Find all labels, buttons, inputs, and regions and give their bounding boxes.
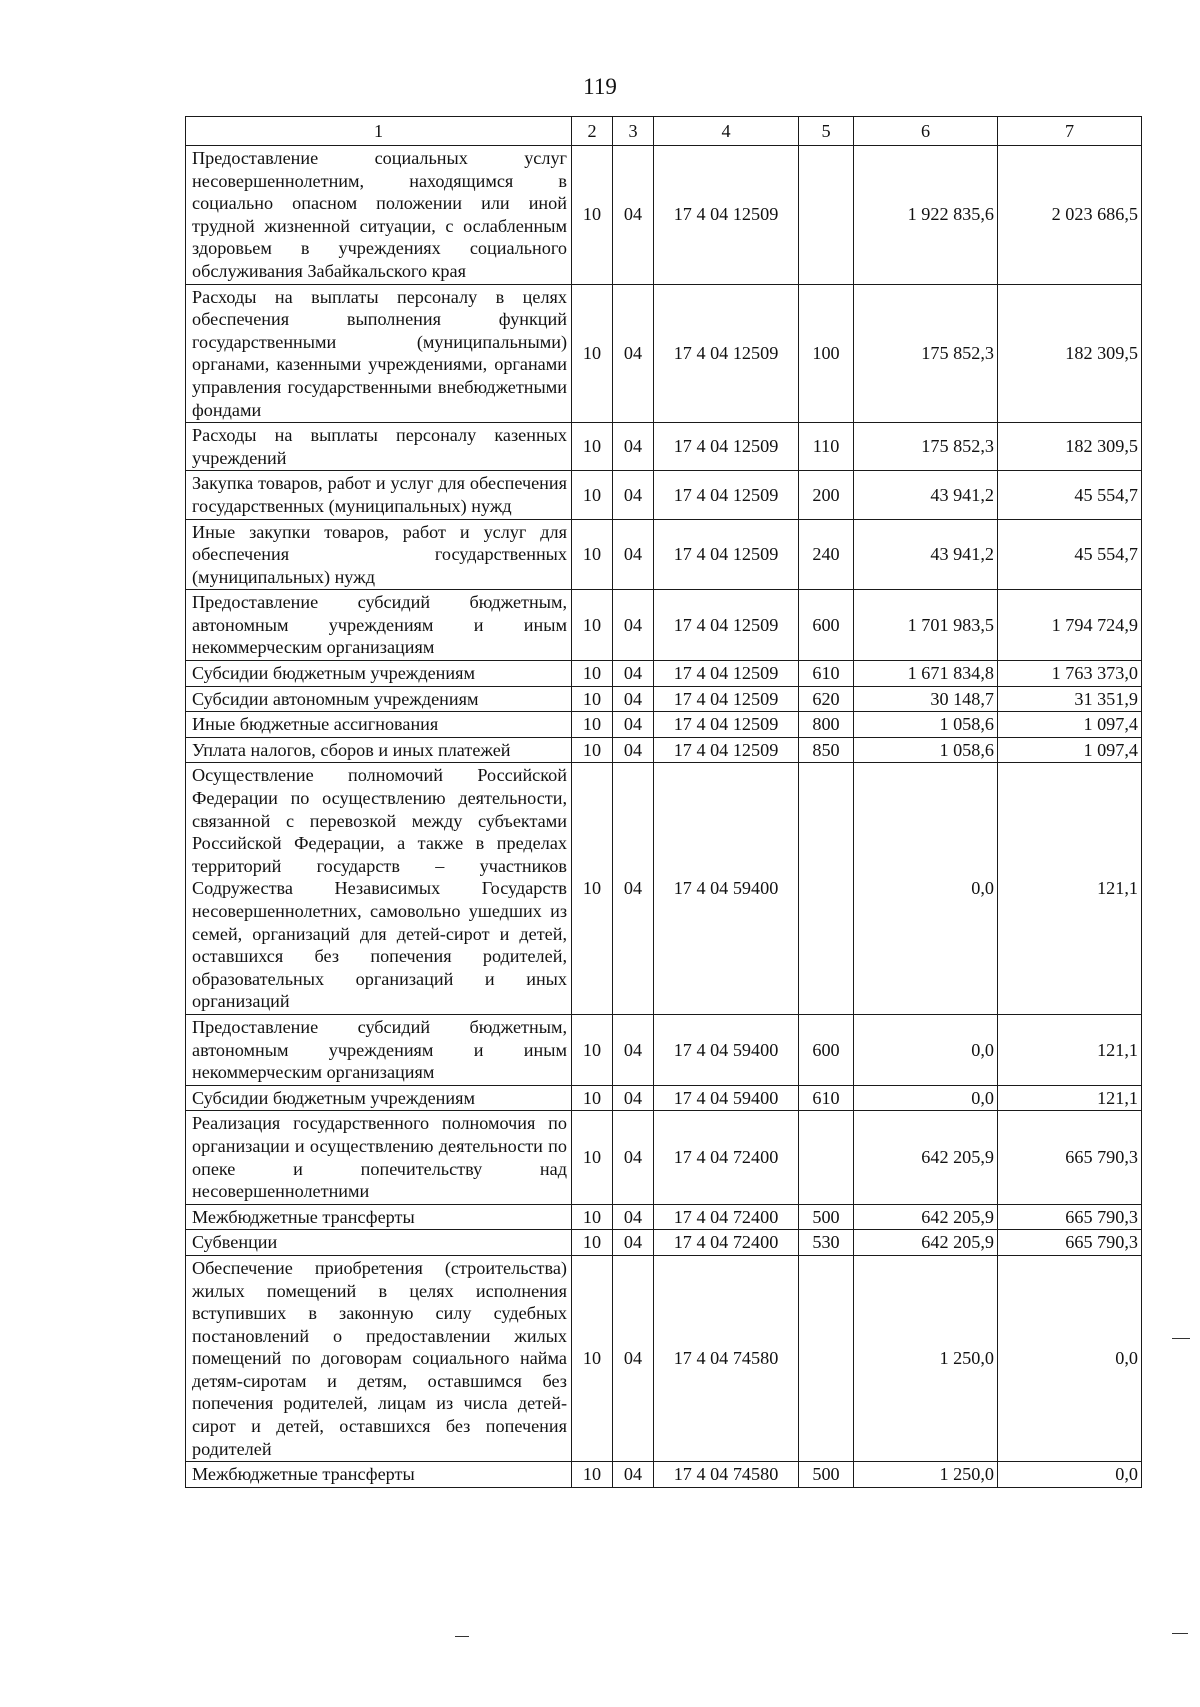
scan-mark — [1172, 1338, 1190, 1339]
cell-amount-2: 665 790,3 — [998, 1111, 1142, 1204]
cell-subsection: 04 — [613, 1085, 654, 1111]
row-name: Субсидии бюджетным учреждениям — [186, 1085, 572, 1111]
cell-subsection: 04 — [613, 712, 654, 738]
cell-expense-type: 610 — [799, 661, 854, 687]
table-row — [186, 661, 1142, 687]
cell-amount-1: 0,0 — [854, 1085, 998, 1111]
cell-amount-2: 1 097,4 — [998, 737, 1142, 763]
table-row — [186, 423, 1142, 471]
cell-amount-1: 1 701 983,5 — [854, 590, 998, 661]
table-row — [186, 1230, 1142, 1256]
cell-amount-1: 1 250,0 — [854, 1255, 998, 1461]
cell-amount-1: 30 148,7 — [854, 686, 998, 712]
row-name: Межбюджетные трансферты — [186, 1462, 572, 1488]
cell-expense-type: 200 — [799, 471, 854, 519]
cell-amount-1: 642 205,9 — [854, 1111, 998, 1204]
table-row — [186, 1204, 1142, 1230]
row-name: Иные бюджетные ассигнования — [186, 712, 572, 738]
row-name: Уплата налогов, сборов и иных платежей — [186, 737, 572, 763]
cell-section: 10 — [572, 686, 613, 712]
cell-section: 10 — [572, 712, 613, 738]
row-name: Осуществление полномочий Российской Федерации по осуществлению деятельности, связанной с перевозкой между субъектами Российской Федерации, а также в пределах территорий государств – участников Содружества Независимых Государств несовершеннолетних, самовольно ушедших из семей, организаций для детей-сирот и детей, оставшихся без попечения родителей, образовательных организаций и иных организаций — [186, 763, 572, 1015]
row-name: Иные закупки товаров, работ и услуг для обеспечения государственных (муниципальных) нужд — [186, 519, 572, 590]
row-name: Обеспечение приобретения (строительства) жилых помещений в целях исполнения вступивших в законную силу судебных постановлений о предоставлении жилых помещений по договорам социального найма детям-сиротам и детям, оставшимся без попечения родителей, лицам из числа детей-сирот и детей, оставшихся без попечения родителей — [186, 1255, 572, 1461]
cell-amount-1: 1 250,0 — [854, 1462, 998, 1488]
cell-amount-1: 642 205,9 — [854, 1204, 998, 1230]
cell-section: 10 — [572, 423, 613, 471]
column-header: 1 — [186, 117, 572, 146]
cell-section: 10 — [572, 763, 613, 1015]
table-header-row — [186, 117, 1142, 146]
table-row — [186, 763, 1142, 1015]
cell-amount-1: 0,0 — [854, 763, 998, 1015]
cell-subsection: 04 — [613, 284, 654, 423]
cell-expense-type: 800 — [799, 712, 854, 738]
cell-expense-type: 850 — [799, 737, 854, 763]
cell-target-article: 17 4 04 74580 — [654, 1255, 799, 1461]
cell-amount-2: 1 763 373,0 — [998, 661, 1142, 687]
cell-section: 10 — [572, 661, 613, 687]
cell-target-article: 17 4 04 12509 — [654, 519, 799, 590]
cell-subsection: 04 — [613, 763, 654, 1015]
cell-amount-1: 43 941,2 — [854, 471, 998, 519]
cell-amount-2: 31 351,9 — [998, 686, 1142, 712]
cell-expense-type — [799, 763, 854, 1015]
cell-expense-type: 500 — [799, 1204, 854, 1230]
cell-target-article: 17 4 04 12509 — [654, 661, 799, 687]
cell-subsection: 04 — [613, 590, 654, 661]
cell-amount-2: 665 790,3 — [998, 1204, 1142, 1230]
cell-subsection: 04 — [613, 661, 654, 687]
scan-mark — [1172, 1633, 1188, 1634]
cell-expense-type: 100 — [799, 284, 854, 423]
cell-subsection: 04 — [613, 519, 654, 590]
row-name: Расходы на выплаты персоналу в целях обеспечения выполнения функций государственными (муниципальными) органами, казенными учреждениями, органами управления государственными внебюджетными фондами — [186, 284, 572, 423]
cell-amount-2: 2 023 686,5 — [998, 146, 1142, 285]
cell-subsection: 04 — [613, 1014, 654, 1085]
cell-section: 10 — [572, 146, 613, 285]
cell-target-article: 17 4 04 59400 — [654, 763, 799, 1015]
row-name: Закупка товаров, работ и услуг для обеспечения государственных (муниципальных) нужд — [186, 471, 572, 519]
cell-amount-2: 121,1 — [998, 1014, 1142, 1085]
budget-table — [185, 116, 1142, 1488]
cell-amount-2: 45 554,7 — [998, 519, 1142, 590]
cell-target-article: 17 4 04 59400 — [654, 1085, 799, 1111]
cell-amount-2: 121,1 — [998, 763, 1142, 1015]
cell-amount-2: 1 794 724,9 — [998, 590, 1142, 661]
table-row — [186, 1255, 1142, 1461]
cell-section: 10 — [572, 1230, 613, 1256]
row-name: Предоставление социальных услуг несовершеннолетним, находящимся в социально опасном положении или иной трудной жизненной ситуации, с ослабленным здоровьем в учреждениях социального обслуживания Забайкальского края — [186, 146, 572, 285]
cell-amount-2: 182 309,5 — [998, 284, 1142, 423]
cell-section: 10 — [572, 737, 613, 763]
cell-target-article: 17 4 04 72400 — [654, 1204, 799, 1230]
cell-target-article: 17 4 04 72400 — [654, 1111, 799, 1204]
table-row — [186, 471, 1142, 519]
cell-amount-1: 1 671 834,8 — [854, 661, 998, 687]
cell-amount-1: 1 058,6 — [854, 712, 998, 738]
cell-section: 10 — [572, 519, 613, 590]
cell-expense-type — [799, 1111, 854, 1204]
cell-expense-type: 530 — [799, 1230, 854, 1256]
cell-amount-2: 0,0 — [998, 1462, 1142, 1488]
scan-mark — [455, 1636, 469, 1637]
cell-amount-1: 0,0 — [854, 1014, 998, 1085]
row-name: Реализация государственного полномочия по организации и осуществлению деятельности по опеке и попечительству над несовершеннолетними — [186, 1111, 572, 1204]
table-row — [186, 284, 1142, 423]
cell-target-article: 17 4 04 12509 — [654, 423, 799, 471]
table-row — [186, 686, 1142, 712]
row-name: Субсидии бюджетным учреждениям — [186, 661, 572, 687]
table-row — [186, 712, 1142, 738]
cell-subsection: 04 — [613, 1204, 654, 1230]
cell-target-article: 17 4 04 12509 — [654, 590, 799, 661]
cell-expense-type: 610 — [799, 1085, 854, 1111]
cell-section: 10 — [572, 284, 613, 423]
cell-expense-type: 620 — [799, 686, 854, 712]
cell-section: 10 — [572, 471, 613, 519]
row-name: Расходы на выплаты персоналу казенных учреждений — [186, 423, 572, 471]
cell-target-article: 17 4 04 74580 — [654, 1462, 799, 1488]
column-header: 5 — [799, 117, 854, 146]
cell-subsection: 04 — [613, 423, 654, 471]
cell-subsection: 04 — [613, 1255, 654, 1461]
cell-amount-2: 45 554,7 — [998, 471, 1142, 519]
cell-amount-1: 175 852,3 — [854, 284, 998, 423]
row-name: Предоставление субсидий бюджетным, автономным учреждениям и иным некоммерческим организациям — [186, 1014, 572, 1085]
column-header: 4 — [654, 117, 799, 146]
cell-amount-2: 182 309,5 — [998, 423, 1142, 471]
column-header: 7 — [998, 117, 1142, 146]
table-row — [186, 737, 1142, 763]
cell-expense-type: 500 — [799, 1462, 854, 1488]
table-row — [186, 146, 1142, 285]
table-row — [186, 1085, 1142, 1111]
cell-subsection: 04 — [613, 146, 654, 285]
cell-subsection: 04 — [613, 737, 654, 763]
table-row — [186, 590, 1142, 661]
cell-amount-1: 43 941,2 — [854, 519, 998, 590]
cell-target-article: 17 4 04 12509 — [654, 284, 799, 423]
cell-subsection: 04 — [613, 471, 654, 519]
cell-expense-type — [799, 1255, 854, 1461]
cell-amount-1: 175 852,3 — [854, 423, 998, 471]
cell-amount-1: 1 922 835,6 — [854, 146, 998, 285]
cell-section: 10 — [572, 1462, 613, 1488]
cell-subsection: 04 — [613, 1462, 654, 1488]
cell-target-article: 17 4 04 12509 — [654, 712, 799, 738]
cell-target-article: 17 4 04 72400 — [654, 1230, 799, 1256]
cell-section: 10 — [572, 1204, 613, 1230]
page-number: 119 — [583, 74, 617, 99]
cell-section: 10 — [572, 1085, 613, 1111]
cell-section: 10 — [572, 1255, 613, 1461]
row-name: Субвенции — [186, 1230, 572, 1256]
table-row — [186, 1111, 1142, 1204]
cell-amount-1: 1 058,6 — [854, 737, 998, 763]
cell-target-article: 17 4 04 12509 — [654, 737, 799, 763]
cell-expense-type: 600 — [799, 1014, 854, 1085]
cell-expense-type: 240 — [799, 519, 854, 590]
cell-expense-type: 600 — [799, 590, 854, 661]
row-name: Межбюджетные трансферты — [186, 1204, 572, 1230]
table-row — [186, 1462, 1142, 1488]
cell-section: 10 — [572, 590, 613, 661]
cell-target-article: 17 4 04 59400 — [654, 1014, 799, 1085]
row-name: Субсидии автономным учреждениям — [186, 686, 572, 712]
table-row — [186, 1014, 1142, 1085]
cell-amount-2: 121,1 — [998, 1085, 1142, 1111]
column-header: 3 — [613, 117, 654, 146]
row-name: Предоставление субсидий бюджетным, автономным учреждениям и иным некоммерческим организациям — [186, 590, 572, 661]
cell-expense-type: 110 — [799, 423, 854, 471]
cell-subsection: 04 — [613, 1230, 654, 1256]
cell-section: 10 — [572, 1111, 613, 1204]
column-header: 6 — [854, 117, 998, 146]
cell-subsection: 04 — [613, 686, 654, 712]
cell-amount-2: 665 790,3 — [998, 1230, 1142, 1256]
column-header: 2 — [572, 117, 613, 146]
cell-expense-type — [799, 146, 854, 285]
cell-target-article: 17 4 04 12509 — [654, 686, 799, 712]
table-row — [186, 519, 1142, 590]
cell-subsection: 04 — [613, 1111, 654, 1204]
cell-amount-2: 1 097,4 — [998, 712, 1142, 738]
cell-target-article: 17 4 04 12509 — [654, 471, 799, 519]
cell-amount-1: 642 205,9 — [854, 1230, 998, 1256]
cell-target-article: 17 4 04 12509 — [654, 146, 799, 285]
cell-amount-2: 0,0 — [998, 1255, 1142, 1461]
cell-section: 10 — [572, 1014, 613, 1085]
